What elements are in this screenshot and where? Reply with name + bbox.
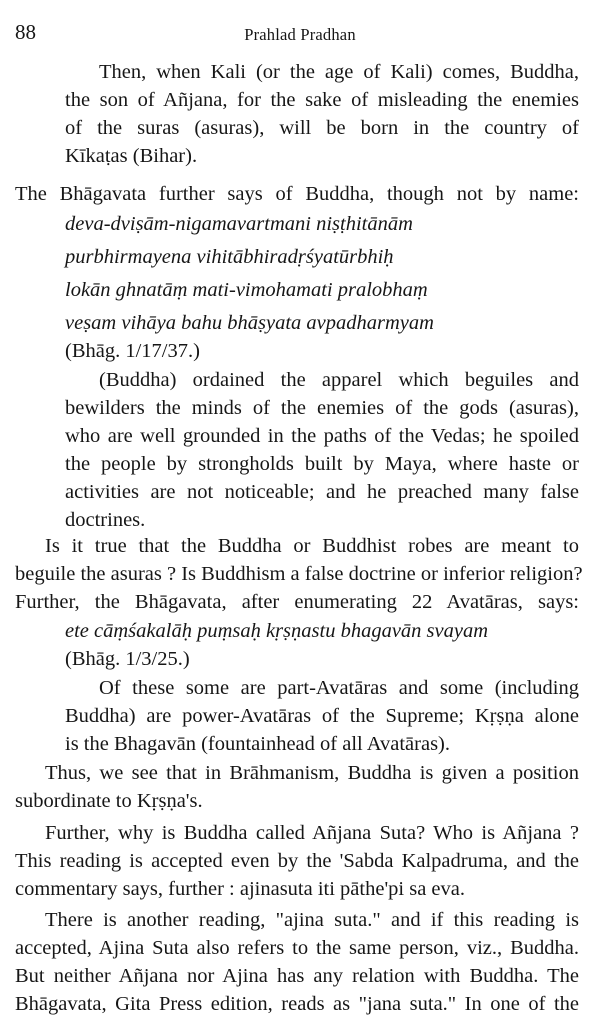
text-line: Is it true that the Buddha or Buddhist robes are meant to — [45, 535, 579, 557]
text-line: Further, why is Buddha called Añjana Suta? Who is Añjana ? — [45, 822, 579, 844]
text-line: Further, the Bhāgavata, after enumerating 22 Avatāras, says: — [15, 591, 579, 613]
text-line: the people by strongholds built by Maya, where haste or — [65, 453, 579, 475]
text-line: Of these some are part-Avatāras and some (including — [99, 677, 579, 699]
text-line: the son of Añjana, for the sake of misleading the enemies — [65, 89, 579, 111]
text-line: is the Bhagavān (fountainhead of all Avatāras). — [65, 733, 450, 755]
text-line: Buddha) are power-Avatāras of the Supreme; Kṛṣṇa alone — [65, 705, 579, 727]
text-line: who are well grounded in the paths of the Vedas; he spoiled — [65, 425, 579, 447]
verse-reference: (Bhāg. 1/17/37.) — [65, 340, 200, 362]
text-line: doctrines. — [65, 509, 146, 531]
text-line: Kīkaṭas (Bihar). — [65, 145, 198, 167]
verse-line: veṣam vihāya bahu bhāṣyata avpadharmyam — [65, 312, 434, 334]
text-line: This reading is accepted even by the 'Sabda Kalpadruma, and the — [15, 850, 579, 872]
verse-reference: (Bhāg. 1/3/25.) — [65, 648, 190, 670]
verse-line: ete cāṃśakalāḥ puṃsaḥ kṛṣṇastu bhagavān svayam — [65, 620, 489, 642]
text-line: Bhāgavata, Gita Press edition, reads as "jana suta." In one of the — [15, 993, 579, 1015]
text-line: But neither Añjana nor Ajina has any relation with Buddha. The — [15, 965, 579, 987]
text-line: bewilders the minds of the enemies of the gods (asuras), — [65, 397, 579, 419]
text-line: activities are not noticeable; and he preached many false — [65, 481, 579, 503]
page-number: 88 — [15, 20, 36, 44]
text-line: There is another reading, "ajina suta." and if this reading is — [45, 909, 579, 931]
verse-line: deva-dviṣām-nigamavartmani niṣṭhitānām — [65, 213, 413, 235]
text-line: The Bhāgavata further says of Buddha, though not by name: — [15, 183, 579, 205]
verse-line: purbhirmayena vihitābhiradṛśyatūrbhiḥ — [65, 246, 394, 268]
text-line: Thus, we see that in Brāhmanism, Buddha is given a position — [45, 762, 579, 784]
running-title: Prahlad Pradhan — [244, 25, 356, 44]
text-line: subordinate to Kṛṣṇa's. — [15, 790, 203, 812]
text-line: accepted, Ajina Suta also refers to the same person, viz., Buddha. — [15, 937, 579, 959]
text-line: commentary says, further : ajinasuta iti pāthe'pi sa eva. — [15, 878, 465, 900]
text-line: beguile the asuras ? Is Buddhism a false doctrine or inferior religion? — [15, 563, 583, 585]
verse-line: lokān ghnatāṃ mati-vimohamati pralobhaṃ — [65, 279, 428, 301]
text-line: (Buddha) ordained the apparel which beguiles and — [99, 369, 579, 391]
text-line: of the suras (asuras), will be born in the country of — [65, 117, 579, 139]
text-line: Then, when Kali (or the age of Kali) comes, Buddha, — [99, 61, 579, 83]
